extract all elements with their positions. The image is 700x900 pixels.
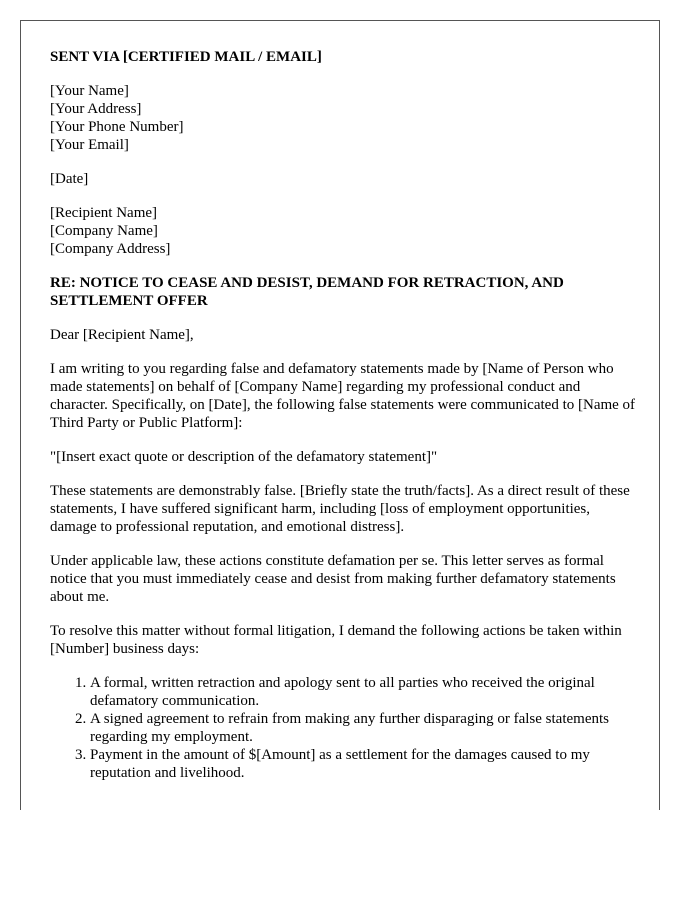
sender-address: [Your Address] <box>50 101 142 117</box>
letter-page <box>20 20 660 810</box>
letter-content <box>50 48 640 782</box>
demands-list <box>50 674 640 782</box>
sender-email: [Your Email] <box>50 137 129 153</box>
recipient-block <box>50 204 640 258</box>
demand-item: 1. A formal, written retraction and apology sent to all parties who received the original defamatory communication. <box>90 674 640 710</box>
recipient-company: [Company Name] <box>50 223 158 239</box>
sender-block <box>50 82 640 154</box>
recipient-name: [Recipient Name] <box>50 205 158 221</box>
body-paragraph: Under applicable law, these actions constitute defamation per se. This letter serves as formal notice that you must immediately cease and desist from making further defamatory statements about me. <box>50 553 616 605</box>
body-paragraph: To resolve this matter without formal litigation, I demand the following actions be taken within [Number] business days: <box>50 623 622 657</box>
demand-item: 3. Payment in the amount of $[Amount] as a settlement for the damages caused to my reputation and livelihood. <box>90 746 640 782</box>
quote-paragraph: "[Insert exact quote or description of the defamatory statement]" <box>50 449 438 465</box>
subject-heading: RE: NOTICE TO CEASE AND DESIST, DEMAND FOR RETRACTION, AND SETTLEMENT OFFER <box>50 275 564 309</box>
sender-phone: [Your Phone Number] <box>50 119 184 135</box>
body-paragraph: These statements are demonstrably false. [Briefly state the truth/facts]. As a direct result of these statements, I have suffered significant harm, including [loss of employment opportunities, damage to professional reputation, and emotional distress]. <box>50 483 630 535</box>
body-paragraph: I am writing to you regarding false and defamatory statements made by [Name of Person who made statements] on behalf of [Company Name] regarding my professional conduct and character. Specifically, on [Date], the following false statements were communicated to [Name of Third Party or Public Platform]: <box>50 361 636 431</box>
demand-item: 2. A signed agreement to refrain from making any further disparaging or false statements regarding my employment. <box>90 710 640 746</box>
recipient-address: [Company Address] <box>50 241 171 257</box>
sent-via-heading: SENT VIA [CERTIFIED MAIL / EMAIL] <box>50 49 322 65</box>
salutation: Dear [Recipient Name], <box>50 327 194 343</box>
sender-name: [Your Name] <box>50 83 129 99</box>
date-line: [Date] <box>50 171 89 187</box>
